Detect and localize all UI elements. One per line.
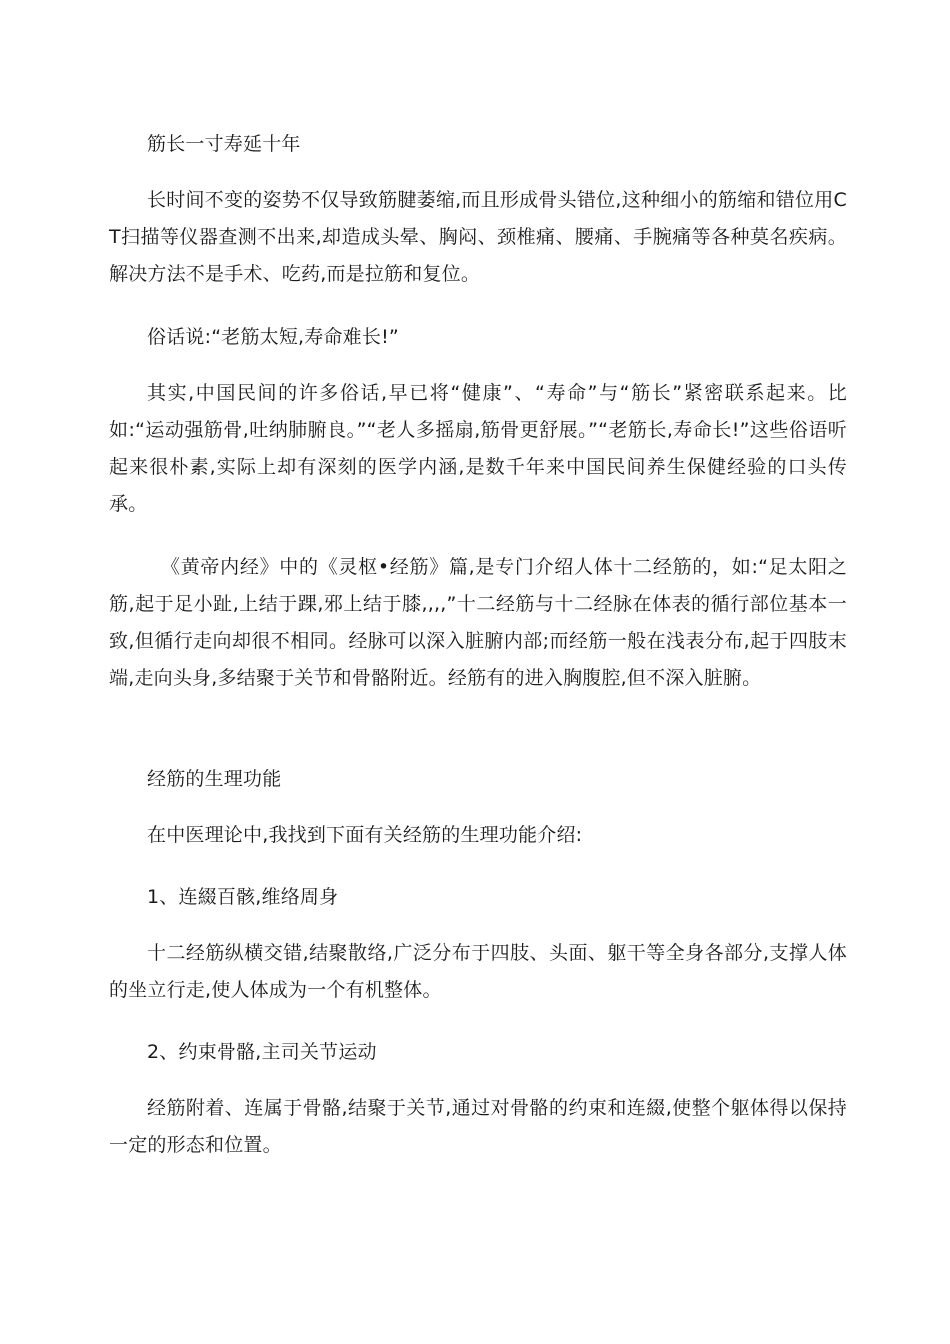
section-heading-physiology: 经筋的生理功能 bbox=[147, 768, 282, 790]
paragraph-folk-sayings: 其实,中国民间的许多俗话,早已将“健康”、“寿命”与“筋长”紧密联系起来。比如:“运动强筋骨,吐纳肺腑良。”“老人多摇扇,筋骨更舒展。”“老筋长,寿命长!”这些俗语听起来很朴素,实际上却有深刻的医学内涵,是数千年来中国民间养生保健经验的口头传承。 bbox=[109, 382, 847, 515]
paragraph-function-1: 十二经筋纵横交错,结聚散络,广泛分布于四肢、头面、躯干等全身各部分,支撑人体的坐立行走,使人体成为一个有机整体。 bbox=[109, 942, 847, 1001]
paragraph-posture: 长时间不变的姿势不仅导致筋腱萎缩,而且形成骨头错位,这种细小的筋缩和错位用CT扫描等仪器查测不出来,却造成头晕、胸闷、颈椎痛、腰痛、手腕痛等各种莫名疾病。解决方法不是手术、吃药,而是拉筋和复位。 bbox=[109, 189, 847, 285]
section-heading-jin-chang: 筋长一寸寿延十年 bbox=[147, 133, 301, 155]
list-heading-1: 1、连綴百骸,维络周身 bbox=[147, 886, 339, 908]
list-heading-2: 2、约束骨骼,主司关节运动 bbox=[147, 1041, 377, 1063]
paragraph-huangdi-neijing: 《黄帝内经》中的《灵枢•经筋》篇,是专门介绍人体十二经筋的，如:“足太阳之筋,起于足小趾,上结于踝,邪上结于膝,,,,”十二经筋与十二经脉在体表的循行部位基本一致,但循行走向却很不相同。经脉可以深入脏腑内部;而经筋一般在浅表分布,起于四肢末端,走向头身,多结聚于关节和骨骼附近。经筋有的进入胸腹腔,但不深入脏腑。 bbox=[109, 556, 847, 689]
paragraph-proverb: 俗话说:“老筋太短,寿命难长!” bbox=[147, 326, 399, 348]
paragraph-intro-functions: 在中医理论中,我找到下面有关经筋的生理功能介绍: bbox=[147, 824, 583, 846]
paragraph-function-2: 经筋附着、连属于骨骼,结聚于关节,通过对骨骼的约束和连綴,使整个躯体得以保持一定的形态和位置。 bbox=[109, 1097, 847, 1156]
